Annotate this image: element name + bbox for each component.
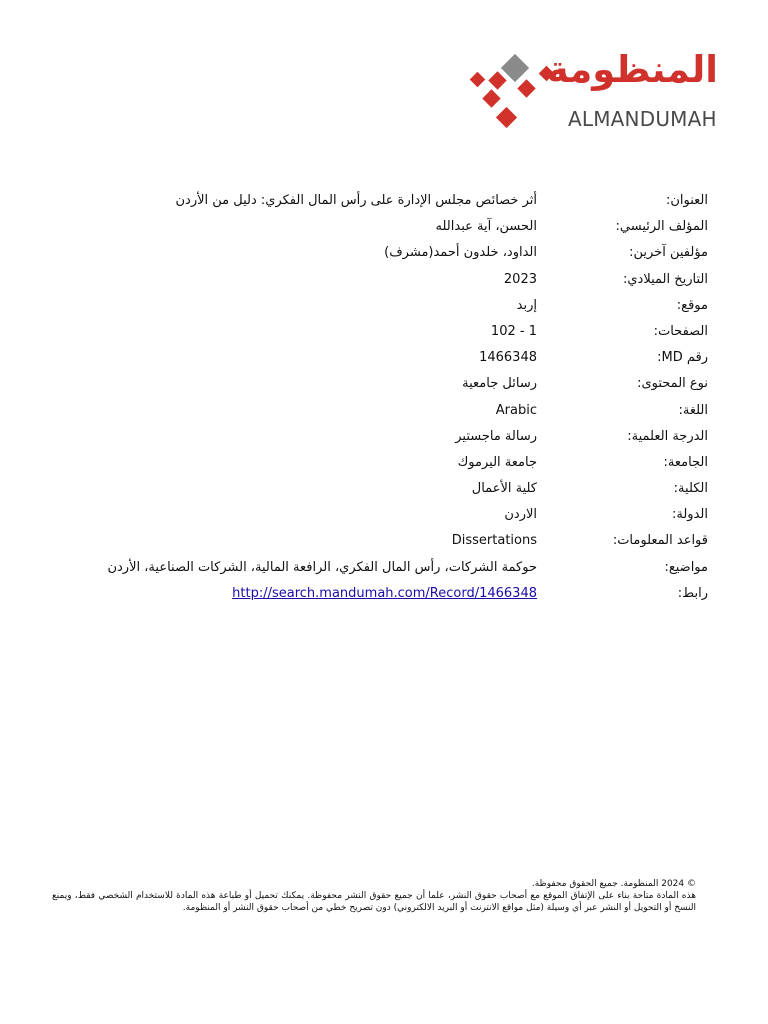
record-row-databases [60,528,708,554]
record-value: الحسن، آية عبدالله [435,219,537,235]
record-label: العنوان: [665,193,708,208]
record-row-country [60,502,708,528]
record-label: الجامعة: [663,454,708,470]
logo-arabic-text: المنظومة [546,48,718,91]
record-label: اللغة: [678,402,708,418]
record-value [60,584,537,604]
record-value: كلية الأعمال [471,481,537,497]
record-value: رسالة ماجستير [455,428,537,444]
record-label: نوع المحتوى: [637,376,708,392]
record-label: رابط: [677,585,708,601]
record-value: 2023 [503,271,537,287]
record-label: الصفحات: [653,323,708,339]
record-row-content-type [60,371,708,397]
logo-latin-text: ALMANDUMAH [568,107,717,131]
record-row-date [60,267,708,293]
record-metadata-list [60,188,708,607]
record-row-other-authors [60,240,708,266]
record-value: حوكمة الشركات، رأس المال الفكري، الرافعة المالية، الشركات الصناعية، الأردن [107,559,537,575]
record-value: الاردن [504,507,537,523]
record-label: موقع: [676,297,708,313]
record-row-md-number [60,345,708,371]
record-value: أثر خصائص مجلس الإدارة على رأس المال الفكري: دليل من الأردن [175,193,537,208]
record-value: رسائل جامعية [462,376,537,392]
record-row-pages [60,319,708,345]
record-label: مؤلفين آخرين: [629,245,708,261]
record-label: قواعد المعلومات: [612,533,708,549]
record-label: رقم MD: [657,350,708,366]
record-label: المؤلف الرئيسي: [615,219,708,235]
record-label: الكلية: [673,481,708,497]
record-row-degree [60,424,708,450]
record-value: الداود، خلدون أحمد(مشرف) [384,245,537,261]
record-label: الدولة: [672,507,708,523]
record-row-link [60,581,708,607]
copyright-line: © 2024 المنظومة. جميع الحقوق محفوظة. [531,879,696,889]
record-label: مواضيع: [664,559,708,575]
record-row-university [60,450,708,476]
record-label: الدرجة العلمية: [627,428,708,444]
record-value: 1 - 102 [490,323,537,339]
usage-terms: هذه المادة متاحة بناء على الإتفاق الموقع مع أصحاب حقوق النشر، علما أن جميع حقوق النشر محفوظة. يمكنك تحميل أو طباعة هذه المادة للاستخدام الشخصي فقط، ويمنع النسخ أو التحويل أو النشر عبر أي وسيلة (مثل مواقع الانترنت أو البريد الالكتروني) دون تصريح خطي من أصحاب حقوق النشر أو المنظومة. [52,891,696,913]
record-row-main-author [60,214,708,240]
copyright-footer [52,878,696,914]
record-value: Arabic [495,402,537,418]
record-value: إربد [516,297,537,313]
record-row-location [60,293,708,319]
record-value: 1466348 [479,350,537,366]
record-link[interactable]: http://search.mandumah.com/Record/1466348 [232,585,537,601]
record-value: جامعة اليرموك [457,454,537,470]
almandumah-logo[interactable] [464,48,720,134]
record-row-faculty [60,476,708,502]
record-label: التاريخ الميلادي: [623,271,708,287]
record-row-title [60,188,708,214]
record-value: Dissertations [451,533,537,549]
record-row-language [60,398,708,424]
logo-diamond-icon [464,52,558,134]
record-row-subjects [60,555,708,581]
